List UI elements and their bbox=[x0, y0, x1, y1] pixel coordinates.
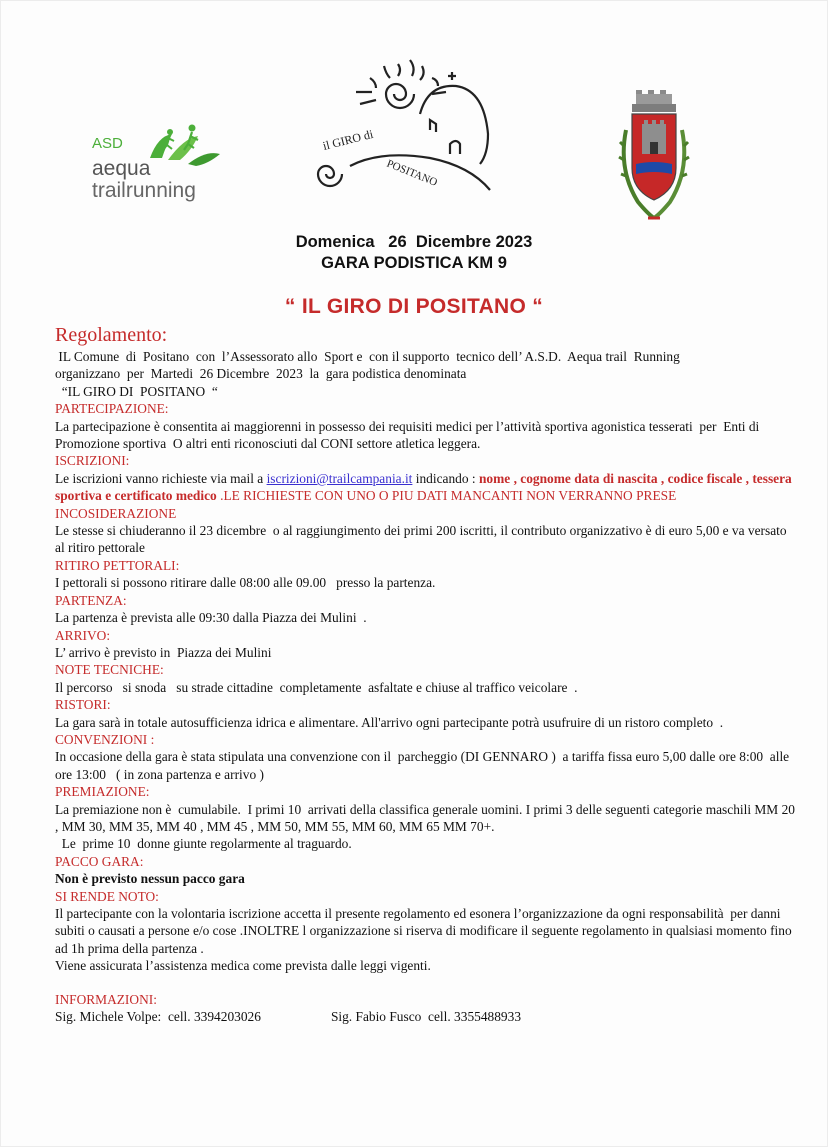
section-title-informazioni: INFORMAZIONI: bbox=[55, 991, 157, 1007]
premiazione-women: Le prime 10 donne giunte regolarmente al traguardo. bbox=[55, 836, 352, 852]
si-rende-noto-medical: Viene assicurata l’assistenza medica come prevista dalle leggi vigenti. bbox=[55, 958, 431, 974]
arrivo-text: L’ arrivo è previsto in Piazza dei Mulini bbox=[55, 644, 272, 660]
svg-text:ASD: ASD bbox=[92, 135, 123, 152]
svg-text:trailrunning: trailrunning bbox=[92, 179, 196, 202]
intro-line-1: IL Comune di Positano con l’Assessorato allo Sport e con il supporto tecnico dell’ A.S.D. Aequa trail Running bbox=[55, 349, 680, 364]
iscrizioni-required-fields: nome , cognome data di nascita , codice fiscale , tessera sportiva e certificato medico bbox=[55, 470, 792, 504]
asd-aequa-trailrunning-logo bbox=[88, 118, 228, 208]
contact-fabio-fusco: Sig. Fabio Fusco cell. 3355488933 bbox=[330, 1009, 522, 1025]
iscrizioni-lead: Le iscrizioni vanno richieste via mail a bbox=[55, 470, 267, 486]
contact-michele-volpe: Sig. Michele Volpe: cell. 3394203026 bbox=[55, 1009, 261, 1025]
intro-line-2: organizzano per Martedi 26 Dicembre 2023 la gara podistica denominata bbox=[55, 366, 467, 382]
spacer bbox=[55, 975, 795, 991]
regulation-body bbox=[55, 322, 799, 1025]
partecipazione-text: La partecipazione è consentita ai maggiorenni in possesso dei requisiti medici per l’attività sportiva agonistica tesserati per Enti di Promozione sportiva O altri enti riconosciuti dal CONI settore atletica leggera. bbox=[55, 418, 763, 452]
section-title-convenzioni: CONVENZIONI : bbox=[55, 731, 155, 747]
section-title-si-rende-noto: SI RENDE NOTO: bbox=[55, 888, 159, 904]
event-date: Domenica 26 Dicembre 2023 bbox=[295, 233, 533, 251]
iscrizioni-warning: .LE RICHIESTE CON UNO O PIU DATI MANCANTI NON VERRANNO PRESE INCOSIDERAZIONE bbox=[55, 488, 677, 521]
regolamento-title: Regolamento: bbox=[55, 324, 168, 346]
contacts-row bbox=[55, 1008, 795, 1025]
si-rende-noto-text: Il partecipante con la volontaria iscrizione accetta il presente regolamento ed esonera l’organizzazione da ogni responsabilità per danni subiti o causati a persone e/o cose .INOLTRE l organizzazione si riserva di modificare il seguente regolamento in qualsiasi momento fino ad 1h prima della partenza . bbox=[55, 906, 796, 956]
section-title-premiazione: PREMIAZIONE: bbox=[55, 784, 150, 800]
section-title-ritiro: RITIRO PETTORALI: bbox=[55, 557, 180, 573]
svg-text:aequa: aequa bbox=[92, 157, 151, 180]
event-heading bbox=[0, 232, 828, 274]
section-title-ristori: RISTORI: bbox=[55, 697, 111, 713]
iscrizioni-email-link[interactable]: iscrizioni@trailcampania.it bbox=[266, 470, 413, 486]
pacco-gara-text: Non è previsto nessun pacco gara bbox=[55, 871, 245, 887]
section-title-partenza: PARTENZA: bbox=[55, 592, 127, 608]
section-title-note-tecniche: NOTE TECNICHE: bbox=[55, 662, 164, 678]
positano-coat-of-arms bbox=[618, 90, 690, 228]
svg-text:POSITANO: POSITANO bbox=[384, 157, 439, 189]
iscrizioni-after-email: indicando : bbox=[412, 470, 479, 486]
event-title: “ IL GIRO DI POSITANO “ bbox=[284, 295, 544, 318]
section-title-arrivo: ARRIVO: bbox=[55, 627, 111, 643]
note-tecniche-text: Il percorso si snoda su strade cittadine completamente asfaltate e chiuse al traffico veicolare . bbox=[55, 679, 578, 695]
event-race-type: GARA PODISTICA KM 9 bbox=[321, 254, 507, 272]
section-title-pacco-gara: PACCO GARA: bbox=[55, 853, 144, 869]
convenzioni-text: In occasione della gara è stata stipulata una convenzione con il parcheggio (DI GENNARO ) a tariffa fissa euro 5,00 dalle ore 8:00 alle ore 13:00 ( in zona partenza e arrivo ) bbox=[55, 749, 793, 782]
section-title-iscrizioni: ISCRIZIONI: bbox=[55, 453, 130, 469]
ristori-text: La gara sarà in totale autosufficienza idrica e alimentare. All'arrivo ogni partecipante potrà usufruire di un ristoro completo . bbox=[55, 714, 724, 730]
section-title-partecipazione: PARTECIPAZIONE: bbox=[55, 401, 169, 417]
iscrizioni-closing: Le stesse si chiuderanno il 23 dicembre o al raggiungimento dei primi 200 iscritti, il contributo organizzativo è di euro 5,00 e va versato al ritiro pettorale bbox=[55, 523, 790, 556]
svg-text:il GIRO di: il GIRO di bbox=[321, 126, 375, 153]
ritiro-text: I pettorali si possono ritirare dalle 08:00 alle 09.00 presso la partenza. bbox=[55, 575, 436, 591]
partenza-text: La partenza è prevista alle 09:30 dalla Piazza dei Mulini . bbox=[55, 610, 367, 626]
iscrizioni-text bbox=[55, 470, 795, 522]
intro-line-3: “IL GIRO DI POSITANO “ bbox=[55, 383, 218, 399]
premiazione-text: La premiazione non è cumulabile. I primi 10 arrivati della classifica generale uomini. I primi 3 delle seguenti categorie maschili MM 20 , MM 30, MM 35, MM 40 , MM 45 , MM 50, MM 55, MM 60, MM 65 MM 70+. bbox=[55, 801, 799, 834]
giro-di-positano-logo bbox=[300, 54, 500, 202]
